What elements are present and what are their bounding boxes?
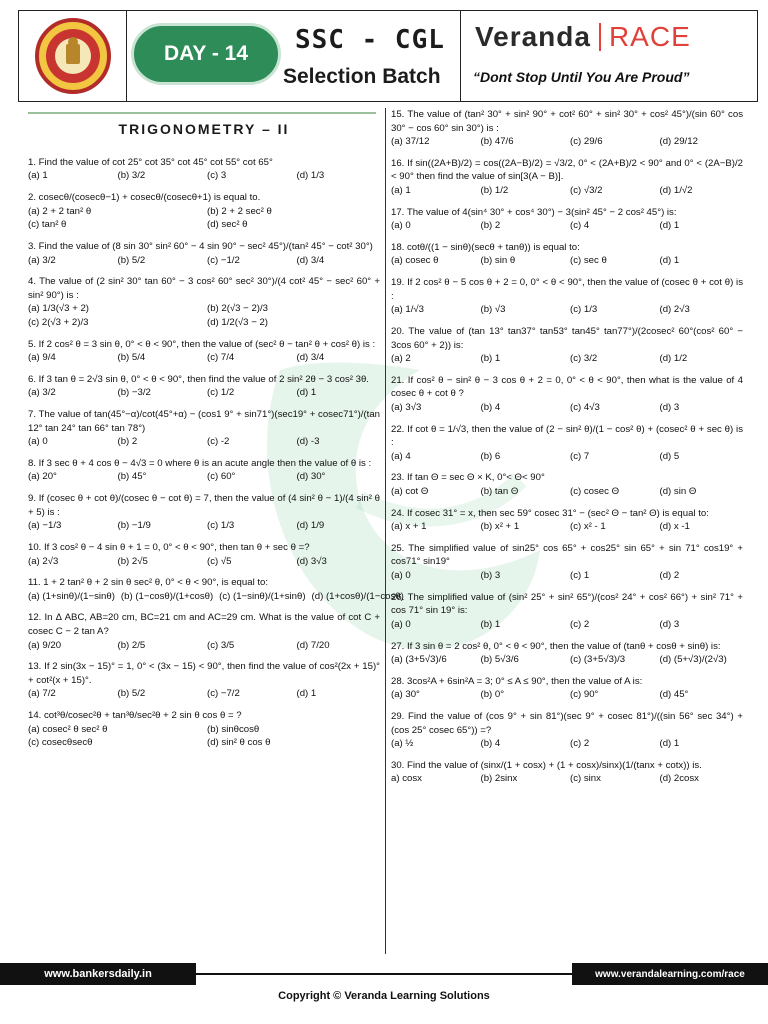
option-list [391,520,743,534]
question-text: 18. cotθ/((1 − sinθ)(secθ + tanθ)) is equal to: [391,241,580,253]
answer-option: (d) 1/9 [296,520,325,532]
answer-option: (a) 0 [391,618,411,630]
option-list [28,723,380,750]
answer-option: (c) (1−sinθ)/(1+sinθ) [219,590,306,602]
answer-option: (c) tan² θ [28,219,67,231]
option-list [28,687,380,701]
answer-option: (c) cosecθsecθ [28,737,93,749]
answer-option: (c) 3 [207,170,227,182]
answer-option: (c) 2 [570,618,590,630]
question-text: 2. cosecθ/(cosecθ−1) + cosecθ/(cosecθ+1) is equal to. [28,192,261,204]
answer-option: (d) 1/3 [296,170,325,182]
question-item [391,241,743,268]
footer-rule [196,973,572,975]
question-item [391,374,743,415]
question-text: 22. If cot θ = 1/√3, then the value of (2 − sin² θ)/(1 − cos² θ) + (cosec² θ + sec θ) is : [391,423,743,449]
answer-option: (a) 7/2 [28,688,56,700]
question-item [391,276,743,317]
answer-option: (d) sec² θ [207,219,248,231]
answer-option: (c) √5 [207,555,232,567]
answer-option: (a) cosec θ [391,255,439,267]
ssc-emblem-logo [19,11,127,101]
answer-option: (a) 2 + 2 tan² θ [28,205,92,217]
answer-option: (a) 30° [391,689,420,701]
option-list [391,772,743,786]
answer-option: (a) 1 [391,185,411,197]
answer-option: (c) 2 [570,738,590,750]
answer-option: (a) 1/3(√3 + 2) [28,303,89,315]
answer-option: (d) 2 [659,570,680,582]
answer-option: (a) 37/12 [391,136,430,148]
option-list [28,639,380,653]
option-list [28,519,380,533]
answer-option: (c) 1/3 [570,304,598,316]
answer-option: (a) (3+5√3)/6 [391,654,447,666]
exam-title: SSC - CGL [295,25,445,55]
question-text: 13. If 2 sin(3x − 15)° = 1, 0° < (3x − 15) < 90°, then find the value of cos²(2x + 15)° + cot²(x + 15)°. [28,661,380,686]
answer-option: (b) 2(√3 − 2)/3 [207,303,268,315]
question-text: 6. If 3 tan θ = 2√3 sin θ, 0° < θ < 90°, then find the value of 2 sin² 2θ − 3 cos² 3θ. [28,373,369,385]
question-text: 15. The value of (tan² 30° + sin² 90° + cot² 60° + sin² 30° + cos² 45°)/(sin 60° cos 30° − cos 60° sin 30°) is : [391,109,743,134]
question-text: 25. The simplified value of sin25° cos 65° + cos25° sin 65° + sin 71° cos19° + cos71° sin19° [391,542,743,568]
question-item [391,542,743,583]
answer-option: (d) 2√3 [659,304,690,316]
question-item [28,156,380,183]
answer-option: (d) 1 [296,387,317,399]
option-list [391,450,743,464]
question-text: 1. Find the value of cot 25° cot 35° cot 45° cot 55° cot 65° [28,156,273,168]
answer-option: (d) 1 [659,738,680,750]
answer-option: (b) √3 [480,304,506,316]
answer-option: (c) (3+5√3)/3 [570,654,626,666]
question-text: 17. The value of 4(sin⁴ 30° + cos⁴ 30°) − 3(sin² 45° − 2 cos² 45°) is: [391,206,677,218]
answer-option: (d) 3/4 [296,352,325,364]
question-item [28,576,404,603]
question-text: 14. cot³θ/cosec²θ + tan³θ/sec²θ + 2 sin θ cos θ = ? [28,709,242,721]
question-text: 20. The value of (tan 13° tan37° tan53° tan45° tan77°)/(2cosec² 60°(cos² 60° − 3cos 60° + 2)) is: [391,325,743,351]
answer-option: (b) 5/2 [117,688,146,700]
answer-option: (d) 1 [659,255,680,267]
tagline: “Dont Stop Until You Are Proud” [473,69,690,85]
answer-option: (d) 1/2(√3 − 2) [207,316,268,328]
answer-option: (a) 3/2 [28,387,56,399]
answer-option: (a) 9/20 [28,639,62,651]
answer-option: (a) 2√3 [28,555,59,567]
answer-option: (d) 7/20 [296,639,330,651]
answer-option: (c) 1/2 [207,387,235,399]
answer-option: (c) 7 [570,450,590,462]
answer-option: (b) 1 [480,353,501,365]
brand-veranda: Veranda [475,21,591,52]
option-list [391,653,743,667]
option-list [28,470,380,484]
question-item [28,275,380,329]
answer-option: (c) 4√3 [570,401,600,413]
question-text: 19. If 2 cos² θ − 5 cos θ + 2 = 0, 0° < θ < 90°, then the value of (cosec θ + cot θ) is : [391,277,743,302]
topic-title: TRIGONOMETRY – II [118,121,290,137]
question-item [391,206,743,233]
option-list [28,555,380,569]
answer-option: (c) sinx [570,773,601,785]
question-item [391,675,743,702]
answer-option: (b) (1−cosθ)/(1+cosθ) [120,590,214,602]
answer-option: (d) 3 [659,401,680,413]
option-list [28,435,380,449]
option-list [391,254,743,268]
question-text: 11. 1 + 2 tan² θ + 2 sin θ sec² θ, 0° < θ < 90°, is equal to: [28,577,269,589]
answer-option: (a) cot Θ [391,486,429,498]
question-item [28,541,380,568]
option-list [28,205,380,232]
topic-rule [28,112,376,114]
answer-option: (d) 29/12 [659,136,698,148]
option-list [28,351,380,365]
question-text: 4. The value of (2 sin² 30° tan 60° − 3 cos² 60° sec² 30°)/(4 cot² 45° − sec² 60° + sin² 90°) is : [28,276,380,301]
option-list [391,184,743,198]
option-list [28,169,380,183]
answer-option: (b) sin θ [480,255,516,267]
answer-option: (d) 3√3 [296,555,327,567]
answer-option: (d) 3 [659,618,680,630]
copyright-text: Copyright © Veranda Learning Solutions [278,990,490,1002]
answer-option: (b) 2sinx [480,773,518,785]
answer-option: (d) 1/√2 [659,185,693,197]
footer-right-link[interactable]: www.verandalearning.com/race [572,963,768,985]
question-item [391,157,743,198]
question-text: 29. Find the value of (cos 9° + sin 81°)(sec 9° + cosec 81°)/((sin 56° sec 34°) + (cos 25° cosec 65°)) =? [391,710,743,736]
option-list [391,688,743,702]
answer-option: (b) 5/2 [117,254,146,266]
option-list [28,302,380,329]
brand-block [461,11,757,101]
answer-option: (a) −1/3 [28,520,62,532]
question-text: 7. The value of tan(45°−α)/cot(45°+α) − (cos1 9° + sin71°)(sec19° + cosec71°)/(tan 12° tan 24° tan 66° tan 78°) [28,409,380,434]
answer-option: (a) 4 [391,450,411,462]
answer-option: (b) x² + 1 [480,521,520,533]
answer-option: (a) 9/4 [28,352,56,364]
question-item [391,507,743,534]
question-text: 16. If sin((2A+B)/2) = cos((2A−B)/2) = √3/2, 0° < (2A+B)/2 < 90° and 0° < (2A−B)/2 < 90° then find the value of sin[3(A − B)]. [391,157,743,183]
option-list [28,590,404,604]
answer-option: (b) 47/6 [480,136,514,148]
answer-option: (c) 90° [570,689,599,701]
answer-option: (c) 60° [207,471,236,483]
answer-option: (b) 2√5 [117,555,148,567]
answer-option: (d) -3 [296,436,320,448]
question-item [28,660,380,701]
answer-option: (b) tan Θ [480,486,519,498]
answer-option: (a) 3√3 [391,401,422,413]
answer-option: (a) 1 [28,170,48,182]
answer-option: (b) 3 [480,570,501,582]
footer-left-link[interactable]: www.bankersdaily.in [0,963,196,985]
brand-separator [599,23,601,51]
option-list [391,135,743,149]
question-text: 10. If 3 cos² θ − 4 sin θ + 1 = 0, 0° < θ < 90°, then tan θ + sec θ =? [28,541,310,553]
answer-option: (c) cosec Θ [570,486,620,498]
question-item [391,108,743,149]
answer-option: (b) 45° [117,471,147,483]
answer-option: (b) 2 + 2 sec² θ [207,205,272,217]
question-text: 27. If 3 sin θ = 2 cos² θ, 0° < θ < 90°, then the value of (tanθ + cosθ + sinθ) is: [391,640,721,652]
answer-option: (c) 29/6 [570,136,603,148]
option-list [28,254,380,268]
answer-option: (a) ½ [391,738,414,750]
answer-option: (d) 5 [659,450,680,462]
answer-option: (a) 0 [391,570,411,582]
question-text: 3. Find the value of (8 sin 30° sin² 60° − 4 sin 90° − sec² 45°)/(tan² 45° − cot² 30°) [28,240,373,252]
answer-option: (d) 30° [296,471,326,483]
question-item [28,338,380,365]
answer-option: (a) 20° [28,471,57,483]
option-list [391,303,743,317]
column-divider [385,108,386,954]
question-item [391,759,743,786]
question-text: 30. Find the value of (sinx/(1 + cosx) + (1 + cosx)/sinx)(1/(tanx + cotx)) is. [391,759,702,771]
question-text: 12. In Δ ABC, AB=20 cm, BC=21 cm and AC=29 cm. What is the value of cot C + cosec C − 2 tan A? [28,612,380,637]
answer-option: (b) 0° [480,689,505,701]
question-item [28,373,380,400]
answer-option: (a) 2 [391,353,411,365]
answer-option: (b) 3/2 [117,170,146,182]
answer-option: (a) 1/√3 [391,304,424,316]
answer-option: (b) 6 [480,450,501,462]
answer-option: (b) 1/2 [480,185,509,197]
right-question-list [391,108,743,786]
answer-option: (d) 3/4 [296,254,325,266]
question-item [391,423,743,464]
answer-option: (b) 1 [480,618,501,630]
answer-option: (d) 2cosx [659,773,699,785]
option-list [391,401,743,415]
answer-option: (a) 0 [28,436,48,448]
question-text: 28. 3cos²A + 6sin²A = 3; 0° ≤ A ≤ 90°, then the value of A is: [391,675,643,687]
answer-option: (b) 4 [480,401,501,413]
batch-title: Selection Batch [283,65,441,88]
answer-option: (c) 7/4 [207,352,235,364]
answer-option: (d) 1/2 [659,353,688,365]
answer-option: (b) 2/5 [117,639,146,651]
answer-option: (c) 1/3 [207,520,235,532]
answer-option: (d) (5+√3)/(2√3) [659,654,727,666]
brand-logo [475,21,691,53]
answer-option: (c) 3/5 [207,639,235,651]
header-title-block [127,11,461,101]
answer-option: (b) 4 [480,738,501,750]
answer-option: (c) −7/2 [207,688,240,700]
answer-option: (a) (1+sinθ)/(1−sinθ) [28,590,115,602]
answer-option: (b) 5/4 [117,352,146,364]
answer-option: (d) 1 [296,688,317,700]
footer-bar [0,963,768,985]
brand-race: RACE [608,21,691,52]
answer-option: (d) 1 [659,220,680,232]
answer-option: a) cosx [391,773,422,785]
answer-option: (b) 5√3/6 [480,654,519,666]
question-item [391,710,743,751]
option-list [28,386,380,400]
question-text: 21. If cos² θ − sin² θ − 3 cos θ + 2 = 0, 0° < θ < 90°, then what is the value of 4 cosec θ + cot θ ? [391,374,743,400]
answer-option: (d) (1+cosθ)/(1−cosθ) [311,590,404,602]
question-text: 8. If 3 sec θ + 4 cos θ − 4√3 = 0 where θ is an acute angle then the value of θ is : [28,457,372,469]
option-list [391,219,743,233]
question-item [391,640,743,667]
question-item [391,325,743,366]
question-item [391,471,743,498]
option-list [391,485,743,499]
question-item [28,611,380,652]
answer-option: (c) −1/2 [207,254,240,266]
answer-option: (b) sinθcosθ [207,723,260,735]
answer-option: (a) x + 1 [391,521,427,533]
answer-option: (c) 1 [570,570,590,582]
question-text: 5. If 2 cos² θ = 3 sin θ, 0° < θ < 90°, then the value of (sec² θ − tan² θ + cos² θ) is : [28,338,376,350]
answer-option: (c) 3/2 [570,353,598,365]
answer-option: (c) 4 [570,220,590,232]
question-item [28,492,380,533]
answer-option: (a) cosec² θ sec² θ [28,723,108,735]
answer-option: (c) -2 [207,436,230,448]
question-item [28,408,380,449]
answer-option: (b) −3/2 [117,387,151,399]
answer-option: (d) x -1 [659,521,690,533]
option-list [391,569,743,583]
answer-option: (c) 2(√3 + 2)/3 [28,316,89,328]
right-column [391,108,743,794]
answer-option: (d) sin² θ cos θ [207,737,271,749]
answer-option: (d) 45° [659,689,689,701]
answer-option: (a) 3/2 [28,254,56,266]
question-text: 23. If tan Θ = sec Θ × K, 0°< Θ< 90° [391,472,545,484]
option-list [391,352,743,366]
question-text: 26. The simplified value of (sin² 25° + sin² 65°)/(cos² 24° + cos² 66°) + sin² 71° + cos 71° sin 19° is: [391,591,743,617]
question-item [28,457,380,484]
question-text: 24. If cosec 31° = x, then sec 59° cosec 31° − (sec² Θ − tan² Θ) is equal to: [391,507,709,519]
answer-option: (b) 2 [480,220,501,232]
answer-option: (c) x² - 1 [570,521,606,533]
answer-option: (c) √3/2 [570,185,603,197]
question-item [28,191,380,232]
day-badge: DAY - 14 [131,23,281,85]
answer-option: (b) 2 [117,436,138,448]
answer-option: (d) sin Θ [659,486,697,498]
answer-option: (a) 0 [391,220,411,232]
option-list [391,618,743,632]
option-list [391,737,743,751]
question-item [391,591,743,632]
emblem-icon [29,16,117,96]
question-item [28,709,380,750]
answer-option: (b) −1/9 [117,520,151,532]
question-text: 9. If (cosec θ + cot θ)/(cosec θ − cot θ) = 7, then the value of (4 sin² θ − 1)/(4 sin² θ + 5) is : [28,493,380,518]
answer-option: (c) sec θ [570,255,607,267]
question-item [28,240,380,267]
page-header [18,10,758,102]
